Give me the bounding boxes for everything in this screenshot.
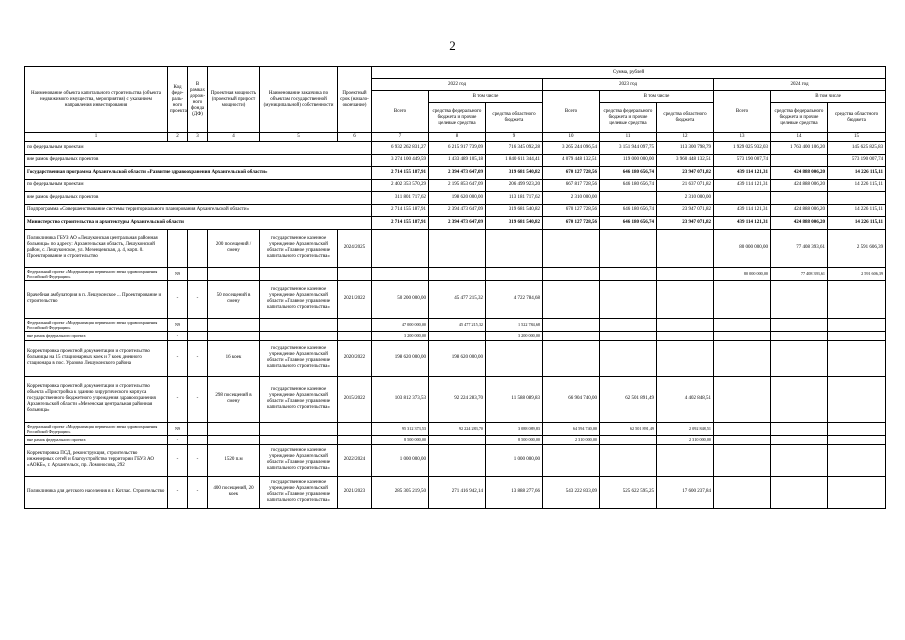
summary-value: 439 114 121,31 (714, 167, 771, 180)
summary-value: 1 929 025 932,03 (714, 142, 771, 155)
object-value (714, 476, 771, 508)
object-value (600, 280, 657, 318)
object-value (486, 229, 543, 267)
object-value: 2 591 606,39 (828, 229, 886, 267)
summary-row (25, 192, 886, 205)
summary-value: 2 714 155 187,91 (372, 217, 429, 230)
subproject-customer (260, 331, 338, 340)
subproject-df (188, 435, 208, 444)
summary-value: 23 947 071,82 (657, 217, 714, 230)
object-value (714, 280, 771, 318)
header-fed: средства федерального бюджета и прочие целевые средства (600, 103, 657, 133)
summary-value: 23 947 071,82 (657, 204, 714, 217)
object-value: 543 222 833,09 (543, 476, 600, 508)
column-number: 3 (188, 133, 208, 142)
summary-value: 145 625 825,83 (828, 142, 886, 155)
subproject-value (600, 267, 657, 280)
header-incl: В том числе (771, 91, 886, 103)
subproject-value (714, 331, 771, 340)
summary-value: 113 181 717,62 (486, 192, 543, 205)
subproject-value (714, 422, 771, 435)
object-value (600, 340, 657, 376)
summary-row-label: Подпрограмма «Совершенствование системы территориального планирования Архангельской области» (25, 204, 372, 217)
object-value: 13 888 277,66 (486, 476, 543, 508)
summary-value: 667 817 728,56 (543, 179, 600, 192)
subproject-name: вне рамок федерального проекта (25, 331, 168, 340)
object-value (543, 280, 600, 318)
summary-value: 3 151 944 097,75 (600, 142, 657, 155)
subproject-name: вне рамок федерального проекта (25, 435, 168, 444)
subproject-value (486, 267, 543, 280)
subproject-value: 3 200 000,00 (486, 331, 543, 340)
object-customer: государственное казенное учреждение Архангельской области «Главное управление капитального строительства» (260, 229, 338, 267)
summary-value: 319 681 540,82 (486, 217, 543, 230)
subproject-df (188, 422, 208, 435)
object-code: - (168, 280, 188, 318)
subproject-value: 92 224 283,70 (429, 422, 486, 435)
object-power: 200 посещений / смену (208, 229, 260, 267)
object-value (771, 280, 828, 318)
summary-value: 439 114 121,31 (714, 217, 771, 230)
summary-value: 14 226 115,11 (828, 179, 886, 192)
subproject-value: 3 200 000,00 (372, 331, 429, 340)
summary-value: 646 180 656,74 (600, 179, 657, 192)
summary-row (25, 154, 886, 167)
object-value (771, 376, 828, 422)
header-name: Наименование объекта капитального строительства (объекта недвижимого имущества, мероприятия) с указанием направления инвестирования (25, 67, 168, 133)
object-period: 2021/2022 (338, 280, 372, 318)
summary-value: 2 394 473 647,09 (429, 217, 486, 230)
summary-value: 3 960 448 132,51 (657, 154, 714, 167)
object-value (657, 444, 714, 476)
summary-value: 439 114 121,31 (714, 179, 771, 192)
subproject-value (543, 267, 600, 280)
subproject-value: 8 500 000,00 (486, 435, 543, 444)
object-period: 2024/2025 (338, 229, 372, 267)
summary-value: 670 127 728,56 (543, 167, 600, 180)
subproject-df (188, 267, 208, 280)
object-value (372, 229, 429, 267)
subproject-value: 64 594 740,00 (543, 422, 600, 435)
column-number: 11 (600, 133, 657, 142)
object-customer: государственное казенное учреждение Архангельской области «Главное управление капитального строительства» (260, 476, 338, 508)
summary-value: 646 180 656,74 (600, 217, 657, 230)
object-power: 400 посещений, 20 коек (208, 476, 260, 508)
subproject-value (429, 435, 486, 444)
object-value (429, 229, 486, 267)
column-number: 8 (429, 133, 486, 142)
object-value (543, 444, 600, 476)
subproject-value: 2 310 000,00 (657, 435, 714, 444)
subproject-power (208, 435, 260, 444)
subproject-value (771, 422, 828, 435)
subproject-value (657, 267, 714, 280)
object-customer: государственное казенное учреждение Архангельской области «Главное управление капитального строительства» (260, 376, 338, 422)
object-value: 525 622 595,25 (600, 476, 657, 508)
subproject-row (25, 318, 886, 331)
subproject-power (208, 422, 260, 435)
subproject-period (338, 422, 372, 435)
summary-value: 716 345 092,28 (486, 142, 543, 155)
summary-value: 3 265 244 096,54 (543, 142, 600, 155)
subproject-value: 47 000 000,00 (372, 318, 429, 331)
object-customer: государственное казенное учреждение Архангельской области «Главное управление капитального строительства» (260, 444, 338, 476)
subproject-value (771, 331, 828, 340)
object-value (771, 340, 828, 376)
object-value (828, 444, 886, 476)
subproject-code: - (168, 435, 188, 444)
column-number: 9 (486, 133, 543, 142)
column-numbers-row (25, 133, 886, 142)
subproject-value (600, 435, 657, 444)
object-period: 2020/2022 (338, 340, 372, 376)
subproject-period (338, 435, 372, 444)
summary-value: 2 714 155 187,91 (372, 167, 429, 180)
subproject-value: 8 500 000,00 (372, 435, 429, 444)
object-power: 298 посещений в смену (208, 376, 260, 422)
subproject-value (828, 331, 886, 340)
object-name: Корректировка ПСД, реконструкция, строительство инженерных сетей и благоустройство территории ГБУЗ АО «АОКБ», г. Архангельск, пр. Ломоносова, 292 (25, 444, 168, 476)
header-incl: В том числе (600, 91, 714, 103)
object-value: 17 600 237,84 (657, 476, 714, 508)
summary-row (25, 204, 886, 217)
object-value: 1 000 000,00 (372, 444, 429, 476)
subproject-name: Федеральный проект «Модернизация первичного звена здравоохранения Российской Федерации» (25, 318, 168, 331)
object-customer: государственное казенное учреждение Архангельской области «Главное управление капитального строительства» (260, 340, 338, 376)
subproject-value: 80 000 000,00 (714, 267, 771, 280)
subproject-customer (260, 422, 338, 435)
summary-row-label: вне рамок федеральных проектов (25, 192, 372, 205)
header-year-2024: 2024 год (714, 79, 886, 91)
object-value (543, 229, 600, 267)
subproject-value (543, 318, 600, 331)
object-value: 4 402 848,51 (657, 376, 714, 422)
summary-value: 23 947 071,82 (657, 167, 714, 180)
summary-value: 14 226 115,11 (828, 217, 886, 230)
summary-value (771, 154, 828, 167)
summary-value: 424 888 006,20 (771, 179, 828, 192)
header-code: Код феде-раль-ного проекта (168, 67, 188, 133)
subproject-value: 45 477 215,32 (429, 318, 486, 331)
object-value: 50 200 000,00 (372, 280, 429, 318)
object-name: Поликлиника ГБУЗ АО «Лешуконская центральная районная больница» по адресу: Архангельская область, Лешуконский район, с. Лешуконское, ул. Мезенцевская, д. 4, корп. 0. Проектирование и строительство (25, 229, 168, 267)
object-name: Поликлиника для детского населения в г. Котлас. Строительство (25, 476, 168, 508)
summary-value: 424 888 006,20 (771, 167, 828, 180)
header-sum: Сумма, рублей (372, 67, 886, 79)
object-power: 16 коек (208, 340, 260, 376)
object-df: - (188, 444, 208, 476)
subproject-value (600, 331, 657, 340)
summary-value: 646 180 656,74 (600, 204, 657, 217)
header-df: В рамках дорож-ного фонда (ДФ) (188, 67, 208, 133)
subproject-value (771, 435, 828, 444)
object-period: 2021/2023 (338, 476, 372, 508)
object-value: 92 224 283,70 (429, 376, 486, 422)
object-value (828, 376, 886, 422)
object-df: - (188, 376, 208, 422)
subproject-row (25, 331, 886, 340)
object-value: 62 501 891,49 (600, 376, 657, 422)
subproject-value (543, 331, 600, 340)
summary-value: 573 190 007,74 (828, 154, 886, 167)
object-df: - (188, 340, 208, 376)
summary-value: 424 888 006,20 (771, 204, 828, 217)
summary-value: 4 079 448 132,51 (543, 154, 600, 167)
object-value (771, 476, 828, 508)
summary-value: 2 714 155 187,91 (372, 204, 429, 217)
summary-value: 2 394 473 647,09 (429, 167, 486, 180)
column-number: 7 (372, 133, 429, 142)
summary-value (714, 192, 771, 205)
object-value (828, 280, 886, 318)
summary-value (771, 192, 828, 205)
object-value: 198 620 000,00 (429, 340, 486, 376)
summary-value: 319 681 540,82 (486, 204, 543, 217)
summary-value: 206 499 923,20 (486, 179, 543, 192)
summary-value: 119 000 000,00 (600, 154, 657, 167)
subproject-period (338, 318, 372, 331)
object-code: - (168, 476, 188, 508)
summary-value: 2 394 473 647,09 (429, 204, 486, 217)
object-name: Врачебная амбулатория в п. Лешуконское ... Проектирование и строительство (25, 280, 168, 318)
object-code: - (168, 444, 188, 476)
object-row (25, 229, 886, 267)
summary-row (25, 217, 886, 230)
object-value: 80 000 000,00 (714, 229, 771, 267)
object-value (429, 444, 486, 476)
object-value (657, 280, 714, 318)
object-value: 271 416 942,14 (429, 476, 486, 508)
summary-value: 6 215 917 739,09 (429, 142, 486, 155)
object-value (714, 340, 771, 376)
object-value: 77 408 393,61 (771, 229, 828, 267)
summary-row-label: Государственная программа Архангельской области «Развитие здравоохранения Архангельской области» (25, 167, 372, 180)
object-value: 285 305 219,50 (372, 476, 429, 508)
column-number: 13 (714, 133, 771, 142)
subproject-value (828, 318, 886, 331)
summary-value (600, 192, 657, 205)
object-df: - (188, 280, 208, 318)
subproject-value: 3 088 089,83 (486, 422, 543, 435)
subproject-code: - (168, 331, 188, 340)
summary-value: 21 637 071,82 (657, 179, 714, 192)
subproject-code: N9 (168, 318, 188, 331)
summary-value: 113 300 798,79 (657, 142, 714, 155)
header-total: Всего (543, 91, 600, 133)
object-power: 1520 п.м (208, 444, 260, 476)
subproject-value: 2 092 848,51 (657, 422, 714, 435)
column-number: 5 (260, 133, 338, 142)
subproject-period (338, 267, 372, 280)
subproject-value (657, 331, 714, 340)
object-value (543, 340, 600, 376)
subproject-value: 1 522 784,68 (486, 318, 543, 331)
subproject-value (600, 318, 657, 331)
summary-value: 2 402 353 570,29 (372, 179, 429, 192)
object-value (771, 444, 828, 476)
header-incl: В том числе (429, 91, 543, 103)
subproject-value (429, 331, 486, 340)
object-code: - (168, 340, 188, 376)
header-reg: средства областного бюджета (657, 103, 714, 133)
summary-value: 646 180 656,74 (600, 167, 657, 180)
object-df: - (188, 476, 208, 508)
subproject-value (714, 435, 771, 444)
subproject-period (338, 331, 372, 340)
summary-value (828, 192, 886, 205)
object-value: 103 812 373,53 (372, 376, 429, 422)
subproject-customer (260, 318, 338, 331)
subproject-power (208, 331, 260, 340)
subproject-value (828, 435, 886, 444)
object-value: 11 588 089,83 (486, 376, 543, 422)
header-reg: средства областного бюджета (828, 103, 886, 133)
column-number: 12 (657, 133, 714, 142)
object-value (657, 340, 714, 376)
object-power: 50 посещений в смену (208, 280, 260, 318)
header-year-2023: 2023 год (543, 79, 714, 91)
summary-value: 439 114 121,31 (714, 204, 771, 217)
subproject-df (188, 331, 208, 340)
object-value (828, 476, 886, 508)
summary-value: 6 932 262 831,27 (372, 142, 429, 155)
subproject-value: 2 310 000,00 (543, 435, 600, 444)
header-period: Проектный срок (начало-окончание) (338, 67, 372, 133)
subproject-power (208, 267, 260, 280)
subproject-name: Федеральный проект «Модернизация первичного звена здравоохранения Российской Федерации» (25, 267, 168, 280)
object-row (25, 444, 886, 476)
header-customer: Наименование заказчика по объектам государственной (муниципальной) собственности (260, 67, 338, 133)
header-total: Всего (372, 91, 429, 133)
column-number: 6 (338, 133, 372, 142)
summary-value: 1 433 489 105,18 (429, 154, 486, 167)
summary-value: 14 226 115,11 (828, 204, 886, 217)
investment-table (24, 66, 886, 509)
subproject-value (657, 318, 714, 331)
object-value: 1 000 000,00 (486, 444, 543, 476)
subproject-power (208, 318, 260, 331)
summary-value: 14 226 115,11 (828, 167, 886, 180)
summary-row (25, 167, 886, 180)
summary-value: 198 620 000,00 (429, 192, 486, 205)
summary-value: 424 888 006,20 (771, 217, 828, 230)
subproject-row (25, 435, 886, 444)
column-number: 1 (25, 133, 168, 142)
object-row (25, 376, 886, 422)
subproject-customer (260, 435, 338, 444)
object-value (486, 340, 543, 376)
object-name: Корректировка проектной документации и строительство больницы на 15 стационарных коек и 7 коек дневного стационара в пос. Уразово Лешуконского района (25, 340, 168, 376)
summary-value: 2 195 853 647,09 (429, 179, 486, 192)
column-number: 14 (771, 133, 828, 142)
object-value (828, 340, 886, 376)
subproject-value: 95 312 373,53 (372, 422, 429, 435)
subproject-name: Федеральный проект «Модернизация первичного звена здравоохранения Российской Федерации» (25, 422, 168, 435)
summary-value: 670 127 728,56 (543, 204, 600, 217)
subproject-df (188, 318, 208, 331)
object-value: 66 904 740,00 (543, 376, 600, 422)
object-value: 4 722 784,68 (486, 280, 543, 318)
subproject-value (372, 267, 429, 280)
object-value (600, 444, 657, 476)
object-value (714, 376, 771, 422)
subproject-value (429, 267, 486, 280)
header-fed: средства федерального бюджета и прочие целевые средства (771, 103, 828, 133)
subproject-value: 77 408 393,61 (771, 267, 828, 280)
summary-row (25, 142, 886, 155)
object-row (25, 340, 886, 376)
subproject-customer (260, 267, 338, 280)
summary-value: 573 190 007,74 (714, 154, 771, 167)
object-period: 2022/2024 (338, 444, 372, 476)
summary-value: 670 127 728,56 (543, 217, 600, 230)
object-value: 198 620 000,00 (372, 340, 429, 376)
object-row (25, 476, 886, 508)
column-number: 2 (168, 133, 188, 142)
summary-row-label: Министерство строительства и архитектуры Архангельской области (25, 217, 372, 230)
subproject-code: N9 (168, 422, 188, 435)
summary-value: 1 763 400 106,20 (771, 142, 828, 155)
object-df (188, 229, 208, 267)
summary-value: 2 310 000,00 (543, 192, 600, 205)
page-number: 2 (449, 38, 456, 53)
object-value (657, 229, 714, 267)
subproject-value (714, 318, 771, 331)
summary-row-label: вне рамок федеральных проектов (25, 154, 372, 167)
header-year-2022: 2022 год (372, 79, 543, 91)
object-row (25, 280, 886, 318)
subproject-code: N9 (168, 267, 188, 280)
summary-row-label: по федеральным проектам (25, 142, 372, 155)
object-name: Корректировка проектной документации и строительство объекта «Пристройка к зданию хирургического корпуса государственного бюджетного учреждения здравоохранения Архангельской области «Мезенская центральная районная больница» (25, 376, 168, 422)
header-reg: средства областного бюджета (486, 103, 543, 133)
object-value (600, 229, 657, 267)
subproject-row (25, 422, 886, 435)
subproject-value: 62 501 891,49 (600, 422, 657, 435)
object-value: 45 477 215,32 (429, 280, 486, 318)
column-number: 4 (208, 133, 260, 142)
subproject-value: 2 591 606,39 (828, 267, 886, 280)
object-code: - (168, 376, 188, 422)
subproject-value (771, 318, 828, 331)
header-total: Всего (714, 91, 771, 133)
subproject-value (828, 422, 886, 435)
summary-row-label: по федеральным проектам (25, 179, 372, 192)
object-period: 2015/2022 (338, 376, 372, 422)
summary-value: 3 274 100 449,59 (372, 154, 429, 167)
summary-value: 1 840 611 344,41 (486, 154, 543, 167)
column-number: 10 (543, 133, 600, 142)
subproject-row (25, 267, 886, 280)
column-number: 15 (828, 133, 886, 142)
header-power: Проектная мощность (проектный прирост мощности) (208, 67, 260, 133)
object-customer: государственное казенное учреждение Архангельской области «Главное управление капитального строительства» (260, 280, 338, 318)
summary-value: 2 310 000,00 (657, 192, 714, 205)
header-fed: средства федерального бюджета и прочие целевые средства (429, 103, 486, 133)
summary-value: 319 681 540,82 (486, 167, 543, 180)
object-code (168, 229, 188, 267)
summary-row (25, 179, 886, 192)
object-value (714, 444, 771, 476)
summary-value: 311 801 717,62 (372, 192, 429, 205)
